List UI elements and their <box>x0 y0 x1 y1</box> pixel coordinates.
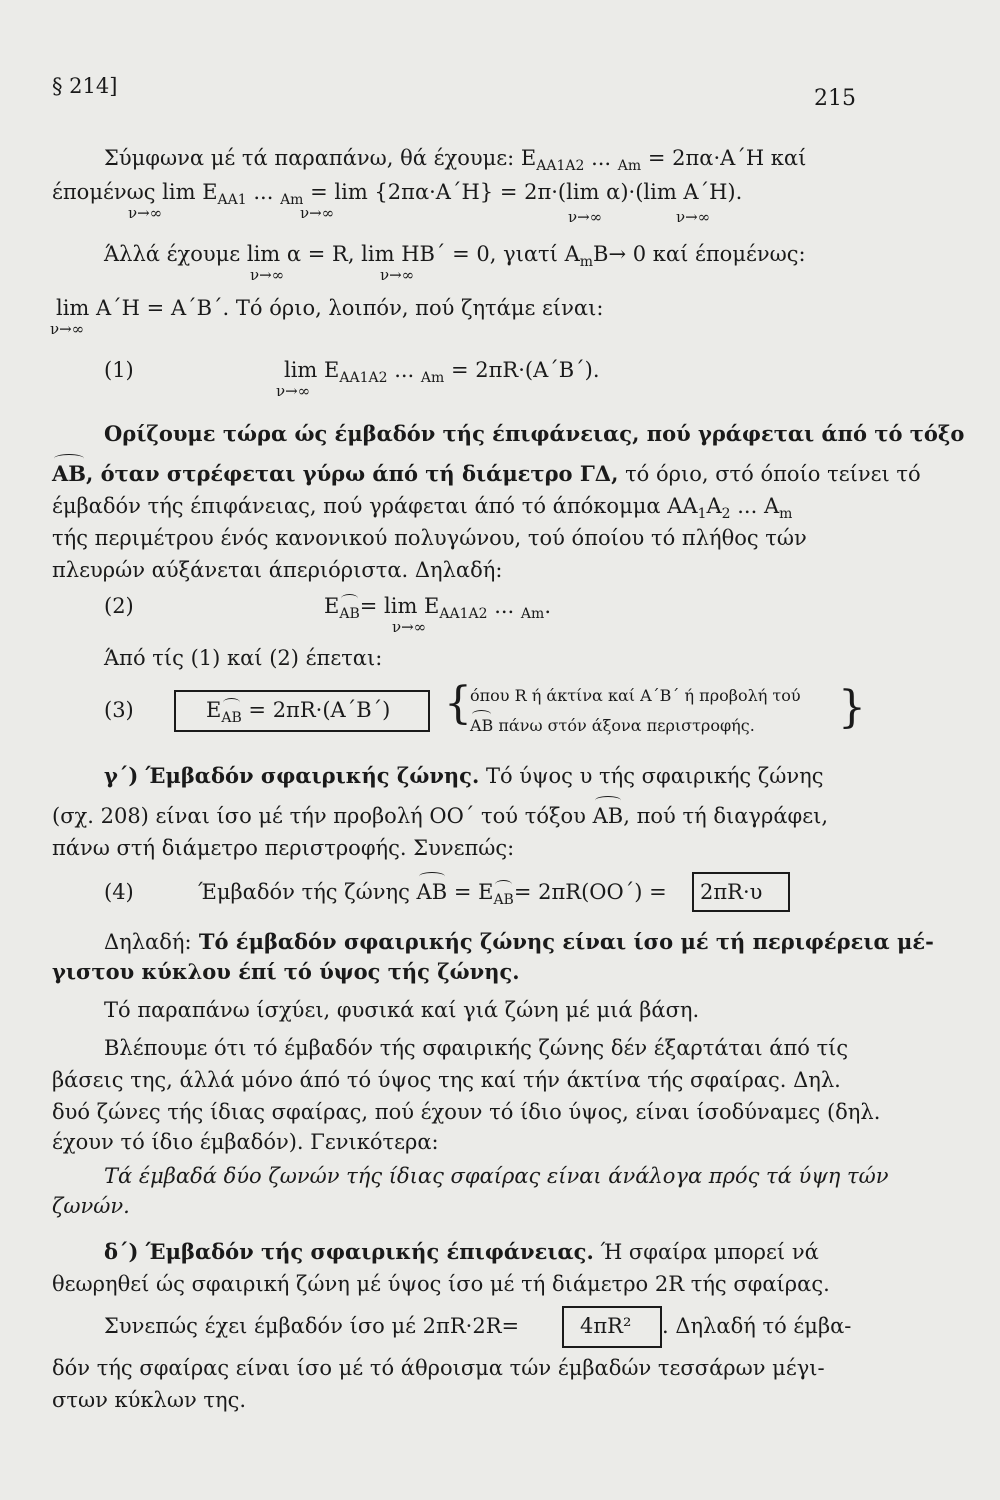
equation-2-label: (2) <box>104 594 134 618</box>
gamma-line-2: (σχ. 208) είναι ίσο μέ τήν προβολή ΟΟ΄ τού τόξου ΑΒ, πού τή διαγράφει, <box>52 804 828 828</box>
delta-line-3-end: . Δηλαδή τό έμβα- <box>662 1314 852 1338</box>
gamma-line-1: γ΄) Έμβαδόν σφαιρικής ζώνης. Τό ύψος υ τής σφαιρικής ζώνης <box>104 763 824 788</box>
paragraph-2-line-1: Βλέπουμε ότι τό έμβαδόν τής σφαιρικής ζώνης δέν έξαρτάται άπό τίς <box>104 1036 849 1060</box>
note-line-1: όπου R ή άκτίνα καί Α΄Β΄ ή προβολή τού <box>470 686 801 705</box>
limit-subscript: ν→∞ <box>676 208 711 226</box>
definition-line-4: τής περιμέτρου ένός κανονικού πολυγώνου, τού όποίου τό πλήθος τών <box>52 526 807 550</box>
limit-subscript: ν→∞ <box>250 266 285 284</box>
italic-line-1: Τά έμβαδά δύο ζωνών τής ίδιας σφαίρας είναι άνάλογα πρός τά ύψη τών <box>104 1164 889 1188</box>
definition-line-1: Ορίζουμε τώρα ώς έμβαδόν τής έπιφάνειας, πού γράφεται άπό τό τόξο <box>104 421 965 446</box>
definition-line-5: πλευρών αύξάνεται άπεριόριστα. Δηλαδή: <box>52 558 503 582</box>
equation-4: Έμβαδόν τής ζώνης $AB = E_{AB}= 2\pi R(OO΄)$ = <box>198 878 667 914</box>
delta-line-1: δ΄) Έμβαδόν τής σφαιρικής έπιφάνειας. Ή σφαίρα μπορεί νά <box>104 1239 819 1264</box>
line-2: έπομένως $\lim E_{AA1}$ ... $_{Am}$ = lim {2πα·Α΄Η} = 2π·(lim α)·(lim Α΄Η). <box>52 180 743 209</box>
limit-subscript: ν→∞ <box>380 266 415 284</box>
section-ref: § 214] <box>52 74 118 98</box>
delta-line-3: Συνεπώς έχει έμβαδόν ίσο μέ 2πR·2R= <box>104 1314 520 1338</box>
equation-1: $\lim E_{AA1A2}$ ... $_{Am}$ = 2πR·(Α΄Β΄). <box>284 358 600 387</box>
equation-1-label: (1) <box>104 358 134 382</box>
delta-line-4: δόν τής σφαίρας είναι ίσο μέ τό άθροισμα τών έμβαδών τεσσάρων μέγι- <box>52 1356 825 1380</box>
limit-subscript: ν→∞ <box>50 320 85 338</box>
paragraph-2-line-2: βάσεις της, άλλά μόνο άπό τό ύψος της καί τήν άκτίνα τής σφαίρας. Δηλ. <box>52 1068 841 1092</box>
equation-2: $E_{AB}= \lim E_{AA1A2}$ ... $_{Am}$. <box>324 592 551 628</box>
equation-4-label: (4) <box>104 880 134 904</box>
limit-subscript: ν→∞ <box>568 208 603 226</box>
right-brace: } <box>838 682 866 733</box>
limit-subscript: ν→∞ <box>128 204 163 222</box>
delta-line-2: θεωρηθεί ώς σφαιρική ζώνη μέ ύψος ίσο μέ τή διάμετρο 2R τής σφαίρας. <box>52 1272 830 1296</box>
definition-line-2: ΑΒ, όταν στρέφεται γύρω άπό τή διάμετρο ΓΔ, τό όριο, στό όποίο τείνει τό <box>52 461 921 486</box>
area-boxed: 4πR² <box>580 1314 632 1338</box>
equation-3: $E_{AB} = 2\pi R\cdot(A΄B΄)$ <box>206 696 390 732</box>
gamma-line-3: πάνω στή διάμετρο περιστροφής. Συνεπώς: <box>52 836 515 860</box>
equation-4-boxed: 2πR·υ <box>700 880 763 904</box>
definition-line-3: έμβαδόν τής έπιφάνειας, πού γράφεται άπό τό άπόκομμα $AA_1A_2$ ... $A_m$ <box>52 494 793 523</box>
from-line: Άπό τίς (1) καί (2) έπεται: <box>104 646 383 670</box>
limit-subscript: ν→∞ <box>276 382 311 400</box>
paragraph-2-line-4: έχουν τό ίδιο έμβαδόν). Γενικότερα: <box>52 1130 439 1154</box>
left-brace: { <box>444 678 472 729</box>
conclusion-line-2: γιστου κύκλου έπί τό ύψος τής ζώνης. <box>52 959 520 984</box>
line-4: lim Α΄Η = Α΄Β΄. Τό όριο, λοιπόν, πού ζητάμε είναι: <box>56 296 604 320</box>
paragraph-1: Τό παραπάνω ίσχύει, φυσικά καί γιά ζώνη μέ μιά βάση. <box>104 998 700 1022</box>
page-number: 215 <box>814 86 856 111</box>
italic-line-2: ζωνών. <box>52 1194 130 1218</box>
delta-line-5: στων κύκλων της. <box>52 1388 247 1412</box>
limit-subscript: ν→∞ <box>392 618 427 636</box>
line-3: Άλλά έχουμε lim α = R, lim HB΄ = 0, γιατί $A_mB\to 0$ καί έπομένως: <box>104 242 806 271</box>
limit-subscript: ν→∞ <box>300 204 335 222</box>
conclusion-line-1: Δηλαδή: Τό έμβαδόν σφαιρικής ζώνης είναι ίσο μέ τή περιφέρεια μέ- <box>104 929 934 954</box>
equation-3-label: (3) <box>104 698 134 722</box>
line-1: Σύμφωνα μέ τά παραπάνω, θά έχουμε: $E_{AA1A2}$ ... $_{Am}$ = 2πα·Α΄Η καί <box>104 146 807 175</box>
paragraph-2-line-3: δυό ζώνες τής ίδιας σφαίρας, πού έχουν τό ίδιο ύψος, είναι ίσοδύναμες (δηλ. <box>52 1100 881 1124</box>
note-line-2: ΑΒ πάνω στόν άξονα περιστροφής. <box>470 716 755 735</box>
